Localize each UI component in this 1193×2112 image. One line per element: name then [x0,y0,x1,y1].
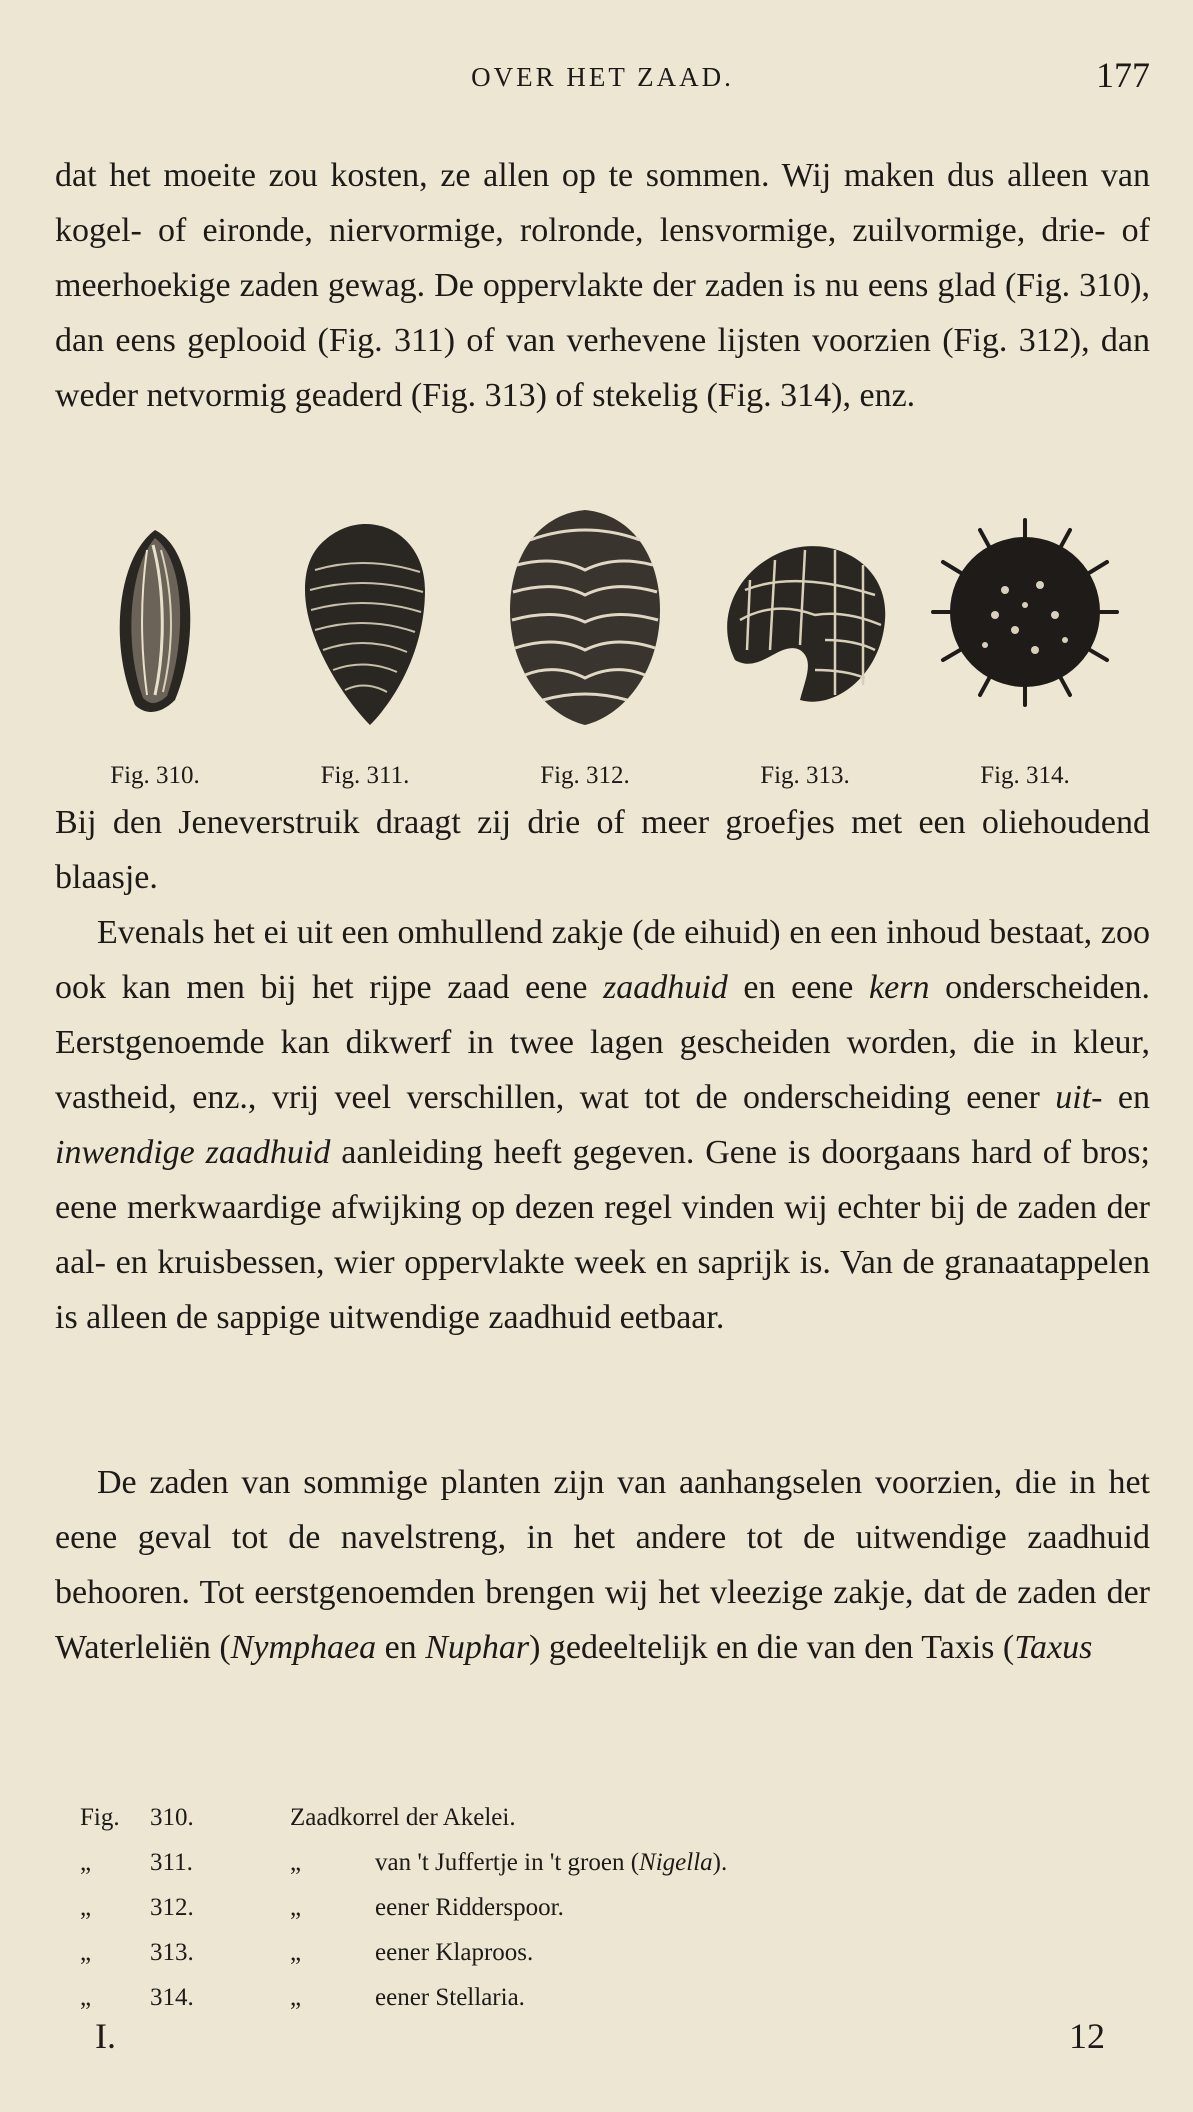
caption-number: 313. [150,1939,194,1966]
caption-number: 310. [150,1804,194,1831]
text-run: ) gedeeltelijk en die van den Taxis ( [529,1629,1015,1666]
caption-text: eener Stellaria. [375,1984,525,2011]
ridged-seed-illustration [485,500,685,750]
italic-term: zaadhuid [603,969,728,1006]
paragraph-3-text [55,905,1150,1345]
caption-ditto: „ [80,1939,92,1966]
text-run: en [1102,1079,1150,1116]
figure-310 [55,500,255,790]
caption-ditto: „ [290,1939,302,1966]
caption-number: 314. [150,1984,194,2011]
wrinkled-seed-illustration [265,500,465,750]
caption-text [375,1840,727,1885]
text-run: ). [712,1849,728,1876]
figure-313-label: Fig. 313. [760,762,850,789]
italic-term: Taxus [1014,1629,1093,1666]
caption-text: eener Ridderspoor. [375,1894,564,1921]
caption-ditto: „ [80,1984,92,2011]
caption-ditto: „ [80,1849,92,1876]
figure-312 [485,500,685,790]
text-run: van 't Juffertje in 't groen ( [375,1849,640,1876]
italic-term: Nuphar [425,1629,530,1666]
caption-311 [80,1840,980,1885]
italic-term: Nymphaea [230,1629,377,1666]
caption-313 [80,1930,980,1975]
figure-314-label: Fig. 314. [980,762,1070,789]
caption-ditto: „ [290,1984,302,2011]
paragraph-1 [55,148,1150,423]
running-head [55,52,1150,102]
page-number: 177 [1096,55,1150,95]
caption-314 [80,1975,980,2020]
text-run: en [376,1629,426,1666]
caption-ditto: „ [80,1894,92,1921]
caption-text: eener Klaproos. [375,1939,534,1966]
paragraph-2 [55,795,1150,905]
paragraph-2-text: Bij den Jeneverstruik draagt zij drie of meer groefjes met een oliehoudend blaasje. [55,804,1150,896]
caption-text: Zaadkorrel der Akelei. [290,1804,516,1831]
caption-fig: Fig. [80,1804,120,1831]
figure-row [55,500,1150,790]
text-run: onderscheiden. Eerstgenoemde kan dikwerf in twee lagen gescheiden worden, die in kleur, vastheid, enz., vrij veel verschillen, wat tot de onderscheiding eener [55,969,1150,1116]
figure-311 [265,500,465,790]
caption-ditto: „ [290,1849,302,1876]
italic-term: uit- [1055,1079,1103,1116]
signature-mark: I. [95,2016,116,2056]
paragraph-3 [55,905,1150,1345]
caption-ditto: „ [290,1894,302,1921]
italic-term: kern [869,969,930,1006]
running-title: OVER HET ZAAD. [471,62,734,92]
text-run: en eene [727,969,870,1006]
italic-term: inwendige zaadhuid [55,1134,331,1171]
caption-number: 312. [150,1894,194,1921]
signature-number: 12 [1069,2016,1105,2056]
paragraph-1-text: dat het moeite zou kosten, ze allen op te sommen. Wij maken dus alleen van kogel- of eironde, niervormige, rolronde, lensvormige, zuilvormige, drie- of meerhoekige zaden gewag. De oppervlakte der zaden is nu eens glad (Fig. 310), dan eens geplooid (Fig. 311) of van verhevene lijsten voorzien (Fig. 312), dan weder netvormig geaderd (Fig. 313) of stekelig (Fig. 314), enz. [55,157,1150,414]
text-run: De zaden van sommige planten zijn van aanhangselen voorzien, die in het eene geval tot de navelstreng, in het andere tot de uitwendige zaadhuid behooren. Tot eerstgenoemden brengen wij het vleezige zakje, dat de zaden der Waterleliën ( [55,1464,1150,1666]
paragraph-4 [55,1455,1150,1675]
text-run: Evenals het ei uit een omhullend zakje (de eihuid) en een inhoud bestaat, zoo ook kan men bij het rijpe zaad eene [55,914,1150,1006]
italic-term: Nigella [639,1849,713,1876]
figure-313 [705,500,905,790]
figure-312-label: Fig. 312. [540,762,630,789]
figure-314 [925,500,1125,790]
text-run: aanleiding heeft gegeven. Gene is doorgaans hard of bros; eene merkwaardige afwijking op dezen regel vinden wij echter bij de zaden der aal- en kruisbessen, wier oppervlakte week en saprijk is. Van de granaatappelen is alleen de sappige uitwendige zaadhuid eetbaar. [55,1134,1150,1336]
caption-number: 311. [150,1849,193,1876]
paragraph-4-text [55,1455,1150,1675]
caption-310 [80,1795,980,1840]
figure-311-label: Fig. 311. [320,762,410,789]
reticulate-seed-illustration [705,500,905,750]
figure-captions [80,1795,980,2020]
smooth-seed-illustration [55,500,255,750]
caption-312 [80,1885,980,1930]
figure-310-label: Fig. 310. [110,762,200,789]
spiny-seed-illustration [925,500,1125,750]
